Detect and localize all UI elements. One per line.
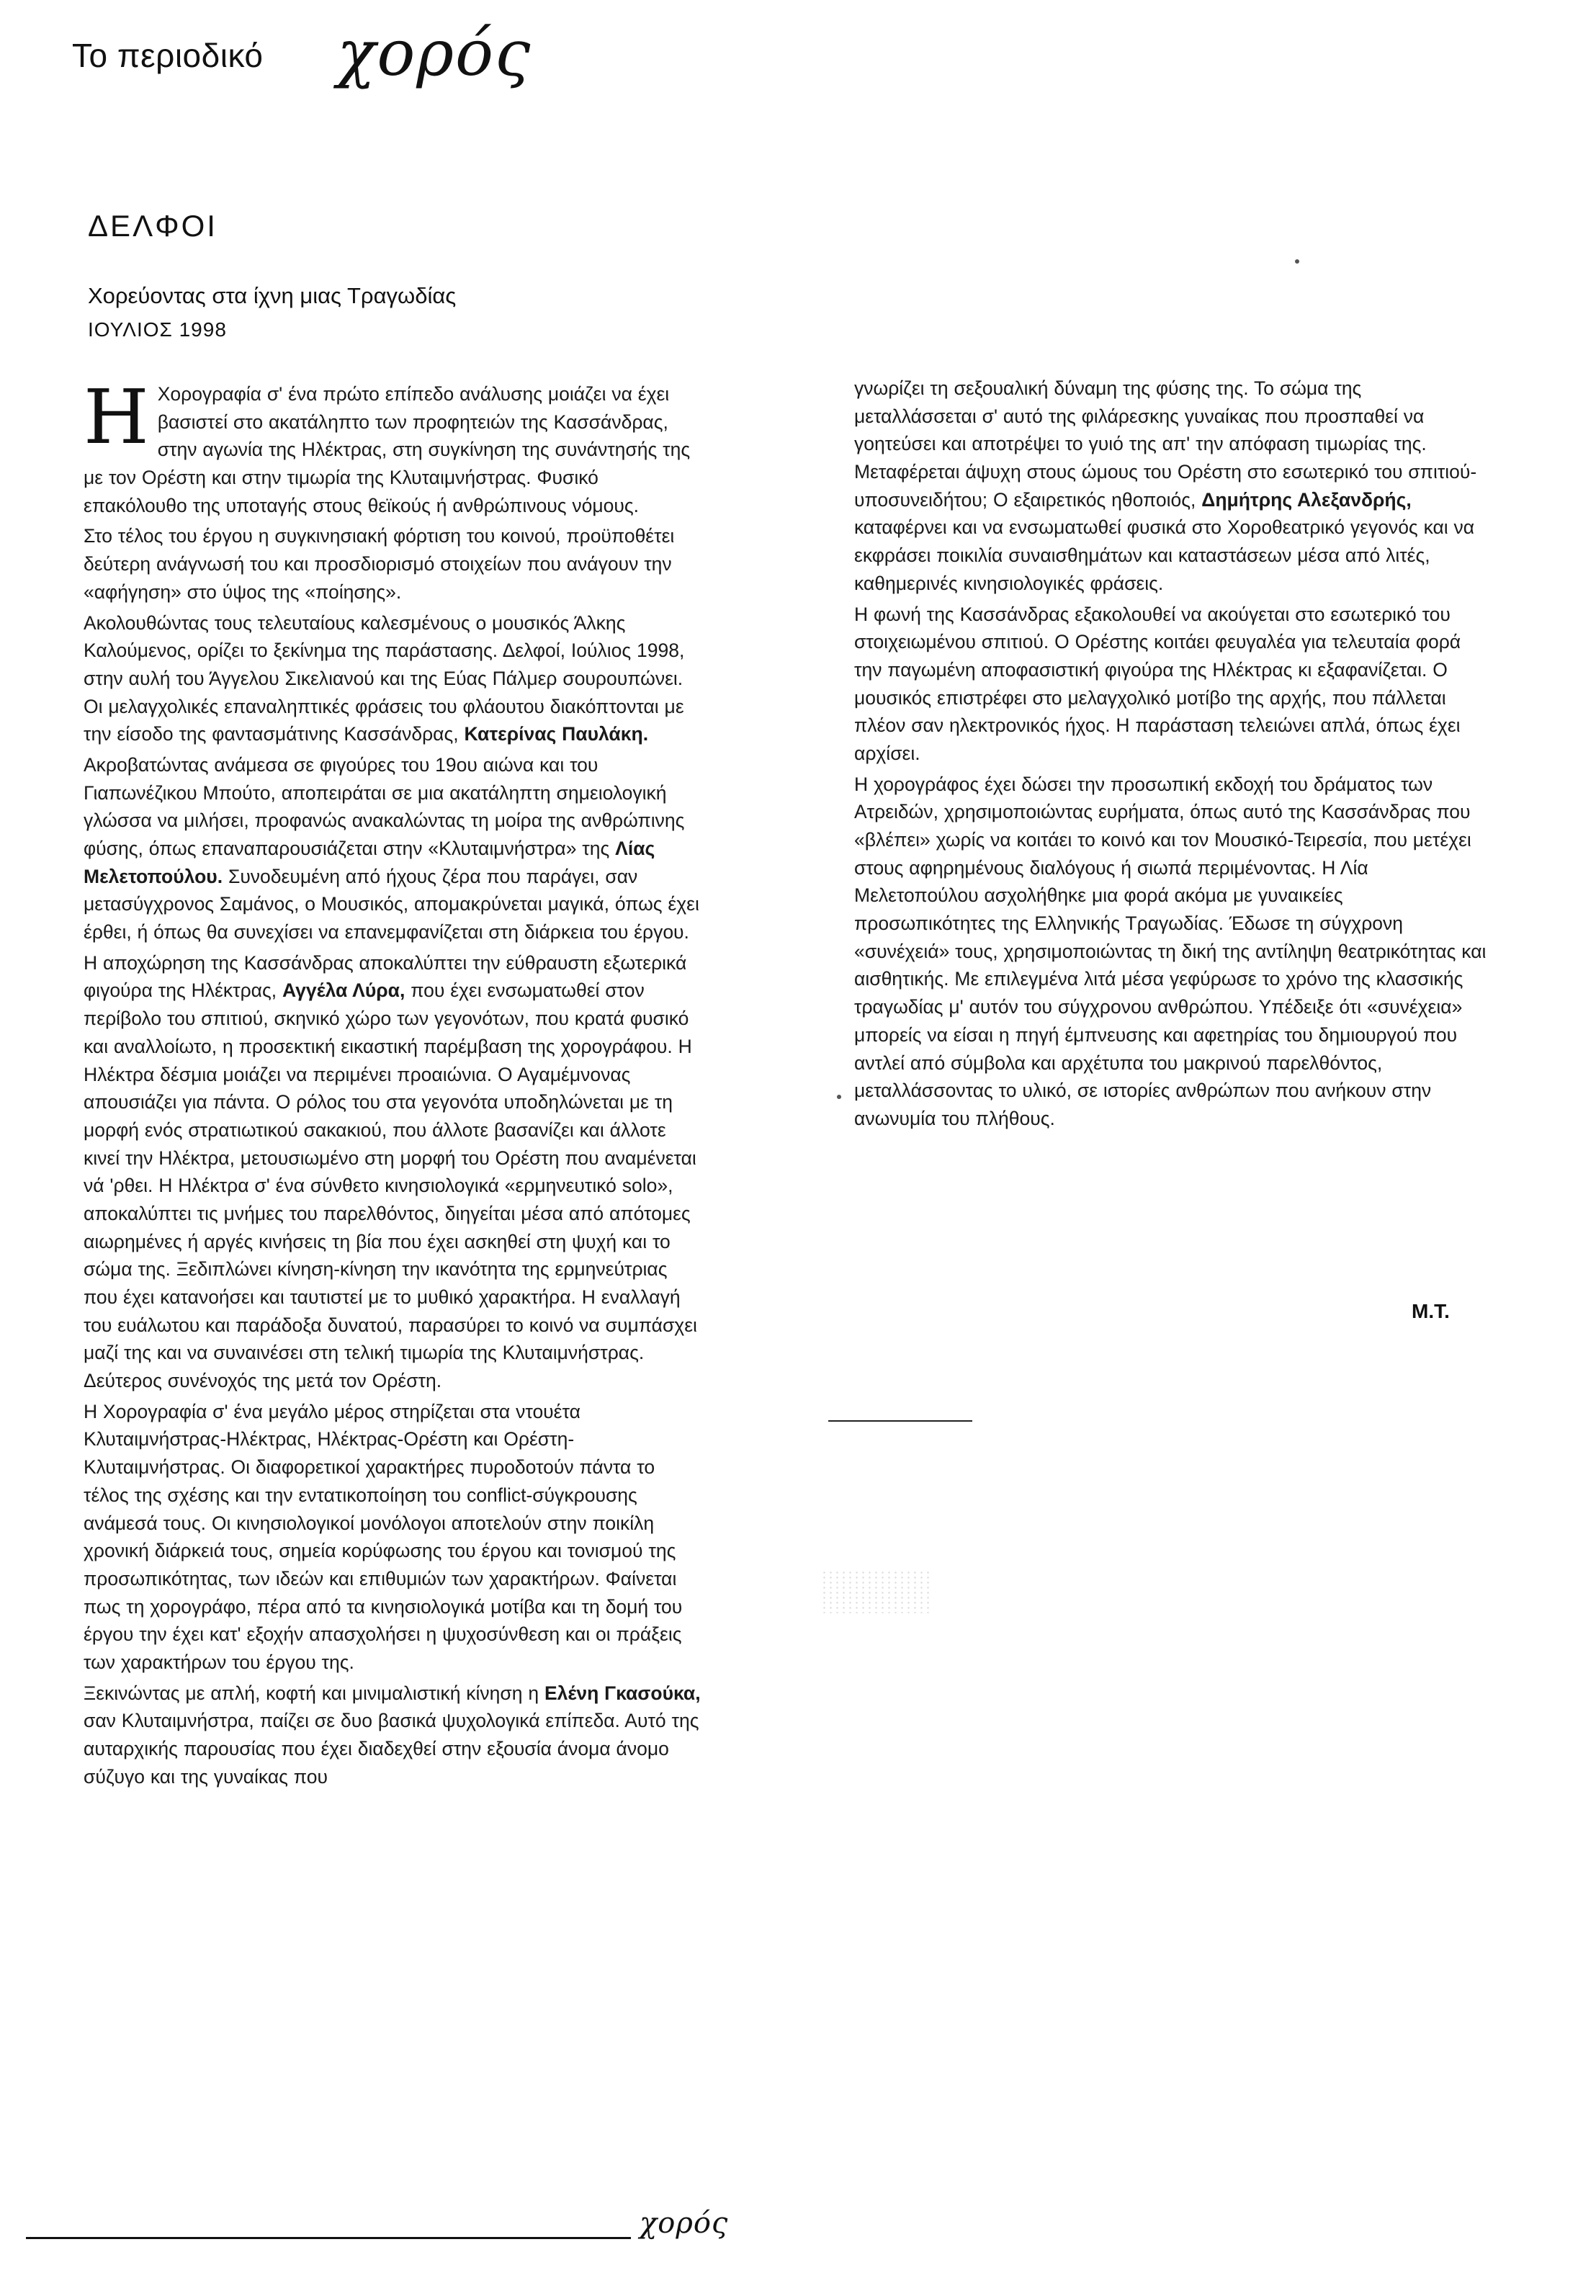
- paragraph-5-text-b: που έχει ενσωματωθεί στον περίβολο του σπιτιού, σκηνικό χώρο των γεγονότων, που κρατά φυσικό και αναλλοίωτο, η προσεκτική εικαστική παρέμβαση της χορογράφου. Η Ηλέκτρα δέσμια μοιάζει να περιμένει προαιώνια. Ο Αγαμέμνονας απουσιάζει για πάντα. Ο ρόλος του στα γεγονότα υποδηλώνεται με τη μορφή ενός στρατιωτικού σακακιού, που άλλοτε βασανίζει και άλλοτε κινεί την Ηλέκτρα, μετουσιωμένο στη μορφή του Ορέστη που αναμένεται νά 'ρθει. Η Ηλέκτρα σ' ένα σύνθετο κινησιολογικά «ερμηνευτικό solo», αποκαλύπτει τις μνήμες του παρελθόντος, διηγείται μέσα από απότομες αιωρημένες ή αργές κινήσεις τη βία που έχει ασκηθεί στη ψυχή και το σώμα της. Ξεδιπλώνει κίνηση-κίνηση την ικανότητα της ερμηνεύτριας που έχει κατανοήσει και ταυτιστεί με το μυθικό χαρακτήρα. Η εναλλαγή του ευάλωτου και παράδοξα δυνατού, παρασύρει το κοινό να συμπάσχει μαζί της και να συναινέσει στη τελική τιμωρία της Κλυταιμνήστρας. Δεύτερος συνένοχός της μετά τον Ορέστη.: [84, 979, 697, 1392]
- paragraph-1-text: Χορογραφία σ' ένα πρώτο επίπεδο ανάλυσης μοιάζει να έχει βασιστεί στο ακατάληπτο των προφητειών της Κασσάνδρας, στην αγωνία της Ηλέκτρας, στη συγκίνηση της συνάντησής της με τον Ορέστη και στην τιμωρία της Κλυταιμνήστρας. Φυσικό επακόλουθο της υποταγής στους θεϊκούς ή ανθρώπινους νόμους.: [84, 383, 691, 516]
- dropcap: Η: [84, 380, 149, 461]
- choreographer-name: Λίας Μελετοπούλου.: [84, 838, 655, 887]
- paragraph-3: [84, 609, 703, 748]
- paragraph-4: [84, 751, 703, 946]
- scan-dot: [837, 1095, 841, 1099]
- performer-name: Ελένη Γκασούκα,: [544, 1682, 701, 1704]
- paragraph-6: Η Χορογραφία σ' ένα μεγάλο μέρος στηρίζεται στα ντουέτα Κλυταιμνήστρας-Ηλέκτρας, Ηλέκτρας-Ορέστη και Ορέστη-Κλυταιμνήστρας. Οι διαφορετικοί χαρακτήρες πυροδοτούν πάντα το τέλος της σχέσης και την εντατικοποίηση του conflict-σύγκρουσης ανάμεσά τους. Οι κινησιολογικοί μονόλογοι αποτελούν στην ποικίλη χρονική διάρκειά τους, σημεία κορύφωσης του έργου και τονισμού της προσωπικότητας, των ιδεών και επιθυμιών των χαρακτήρων. Φαίνεται πως τη χορογράφο, πέρα από τα κινησιολογικά μοτίβα και τη δομή του έργου την έχει κατ' εξοχήν απασχολήσει η ψυχοσύνθεση και οι πράξεις των χαρακτήρων του έργου της.: [84, 1400, 683, 1673]
- paragraph-2: Στο τέλος του έργου η συγκινησιακή φόρτιση του κοινού, προϋποθέτει δεύτερη ανάγνωσή του και προσδιορισμό στοιχείων που ανάγουν την «αφήγηση» στο ύψος της «ποίησης».: [84, 525, 675, 603]
- article-title: ΔΕΛΦΟΙ: [88, 209, 218, 243]
- article-date: ΙΟΥΛΙΟΣ 1998: [88, 318, 227, 341]
- article-subtitle: Χορεύοντας στα ίχνη μιας Τραγωδίας: [88, 283, 457, 308]
- paragraph-9: Η φωνή της Κασσάνδρας εξακολουθεί να ακούγεται στο εσωτερικό του στοιχειωμένου σπιτιού. Ο Ορέστης κοιτάει φευγαλέα για τελευταία φορά την παγωμένη αποφασιστική φιγούρα της Ηλέκτρας κι εξαφανίζεται. Ο μουσικός επιστρέφει στο μελαγχολικό μοτίβο της αρχής, που πάλλεται πλέον σαν ηλεκτρονικός ήχος. Η παράσταση τελειώνει απλά, όπως έχει αρχίσει.: [854, 603, 1461, 764]
- paragraph-4-text-b: Συνοδευμένη από ήχους ζέρα που παράγει, σαν μετασύγχρονος Σαμάνος, ο Μουσικός, απομακρύνεται μαγικά, όπως έχει έρθει, ή όπως θα συνεχίσει να επανεμφανίζεται στη διάρκεια του έργου.: [84, 865, 699, 943]
- article-column-left: [84, 380, 703, 2123]
- header-prefix: Το περιοδικό: [72, 37, 264, 74]
- paragraph-4-text-a: Ακροβατώντας ανάμεσα σε φιγούρες του 19ου αιώνα και του Γιαπωνέζικου Μπούτο, αποπειράται σε μια ακατάληπτη σημειολογική γλώσσα να μιλήσει, προφανώς ανακαλώντας τη μοίρα της ανθρώπινης φύσης, όπως επαναπαρουσιάζεται στην «Κλυταιμνήστρα» της: [84, 753, 685, 859]
- paragraph-5: [84, 949, 703, 1395]
- footer-rule: [26, 2237, 631, 2239]
- paragraph-8: [854, 375, 1488, 598]
- separator-rule: [828, 1420, 972, 1422]
- paragraph-1: [84, 380, 703, 519]
- author-signature: Μ.Τ.: [1412, 1300, 1450, 1322]
- magazine-logo: χορός: [337, 16, 532, 90]
- scan-dot: [1295, 259, 1299, 264]
- paragraph-10: Η χορογράφος έχει δώσει την προσωπική εκδοχή του δράματος των Ατρειδών, χρησιμοποιώντας ευρήματα, όπως αυτό της Κασσάνδρας που «βλέπει» χωρίς να κοιτάει το κοινό και τον Μουσικό-Τειρεσία, που μετέχει στους αφηρημένους διαλόγους ή σιωπά περιμένοντας. Η Λία Μελετοπούλου ασχολήθηκε μια φορά ακόμα με γυναικείες προσωπικότητες της Ελληνικής Τραγωδίας. Έδωσε τη σύγχρονη «συνέχειά» τους, χρησιμοποιώντας τη δική της αντίληψη θεατρικότητας και αισθητικής. Με επιλεγμένα λιτά μέσα γεφύρωσε το χρόνο της κλασσικής τραγωδίας μ' αυτόν του σύγχρονου ανθρώπου. Υπέδειξε ότι «συνέχεια» μπορείς να είσαι η πηγή έμπνευσης και αφετηρίας του δημιουργού που αντλεί από σύμβολα και αρχέτυπα του μακρινού παρελθόντος, μεταλλάσσοντας το υλικό, σε ιστορίες ανθρώπων που ανήκουν στην ανωνυμία του πλήθους.: [854, 773, 1487, 1129]
- paragraph-7: [84, 1680, 703, 1791]
- performer-name: Αγγέλα Λύρα,: [282, 979, 405, 1002]
- scan-speckle: [821, 1570, 929, 1613]
- paragraph-8-text-a: γνωρίζει τη σεξουαλική δύναμη της φύσης της. Το σώμα της μεταλλάσσεται σ' αυτό της φιλάρεσκης γυναίκας που προσπαθεί να γοητεύσει και αποτρέψει το γυιό της απ' την απόφαση τιμωρίας της. Μεταφέρεται άψυχη στους ώμους του Ορέστη στο εσωτερικό του σπιτιού-υποσυνειδήτου; Ο εξαιρετικός ηθοποιός,: [854, 377, 1477, 511]
- performer-name: Κατερίνας Παυλάκη.: [464, 723, 649, 745]
- magazine-header: [72, 16, 720, 95]
- paragraph-7-text-a: Ξεκινώντας με απλή, κοφτή και μινιμαλιστική κίνηση η: [84, 1682, 539, 1704]
- paragraph-8-text-b: καταφέρνει και να ενσωματωθεί φυσικά στο Χοροθεατρικό γεγονός και να εκφράσει ποικιλία συναισθημάτων και καταστάσεων μέσα από λιτές, καθημερινές κινησιολογικές φράσεις.: [854, 516, 1475, 594]
- paragraph-7-text-b: σαν Κλυταιμνήστρα, παίζει σε δυο βασικά ψυχολογικά επίπεδα. Αυτό της αυταρχικής παρουσίας που έχει διαδεχθεί στην εξουσία άνομα άνομο σύζυγο και της γυναίκας που: [84, 1710, 699, 1788]
- paragraph-3-text: Ακολουθώντας τους τελευταίους καλεσμένους ο μουσικός Άλκης Καλούμενος, ορίζει το ξεκίνημα της παράστασης. Δελφοί, Ιούλιος 1998, στην αυλή του Άγγελου Σικελιανού και της Εύας Πάλμερ σουρουπώνει. Οι μελαγχολικές επαναληπτικές φράσεις του φλάουτου διακόπτονται με την είσοδο της φαντασμάτινης Κασσάνδρας,: [84, 611, 685, 745]
- paragraph-5-text-a: Η αποχώρηση της Κασσάνδρας αποκαλύπτει την εύθραυστη εξωτερικά φιγούρα της Ηλέκτρας,: [84, 951, 687, 1002]
- footer-logo: χορός: [640, 2207, 729, 2240]
- actor-name: Δημήτρης Αλεξανδρής,: [1201, 488, 1412, 511]
- article-column-right: [854, 375, 1488, 1296]
